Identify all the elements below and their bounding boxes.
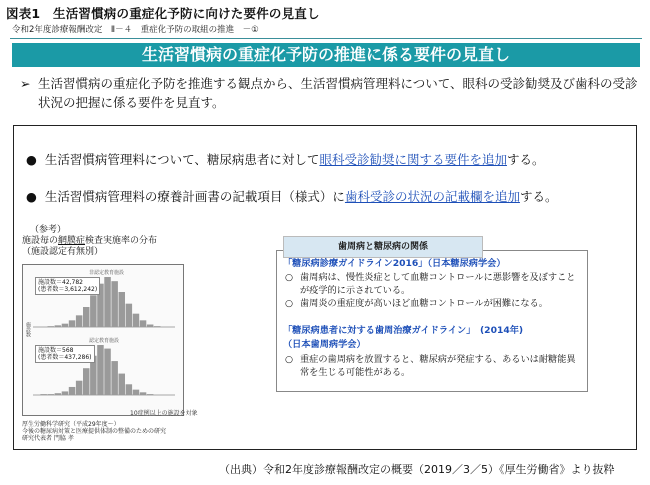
histogram-title-pre: 施設毎の bbox=[22, 236, 59, 246]
histogram-panel-2 bbox=[29, 337, 179, 399]
guideline-org: （日本歯周病学会） bbox=[283, 339, 366, 350]
circle-bullet-icon: ○ bbox=[285, 272, 294, 283]
guideline-title: 「糖尿病診療ガイドライン2016」（日本糖尿病学会） bbox=[283, 258, 506, 269]
histogram-bar bbox=[40, 394, 47, 395]
panel-title: 認定教育施設 bbox=[89, 338, 120, 344]
histogram-figure bbox=[22, 264, 184, 416]
bullet-dot-icon: ● bbox=[26, 152, 37, 167]
histogram-ylabel: 施設数 bbox=[25, 322, 31, 337]
histogram-bar bbox=[62, 324, 68, 327]
header-divider bbox=[10, 38, 642, 39]
source-footer: （出典）令和2年度診療報酬改定の概要（2019／3／5）《厚生労働省》より抜粋 bbox=[219, 463, 615, 476]
histogram-bar bbox=[76, 381, 83, 395]
arrow-bullet-icon: ➢ bbox=[20, 76, 31, 91]
panel-stats bbox=[35, 345, 95, 363]
histogram-title bbox=[22, 236, 157, 258]
bullet-text-end: する。 bbox=[519, 189, 558, 204]
source-line: 厚生労働科学研究（平成29年度～） bbox=[22, 421, 120, 428]
histogram-bar bbox=[126, 304, 133, 327]
histogram-bar bbox=[48, 394, 55, 395]
histogram-bar bbox=[62, 391, 68, 395]
histogram-bar bbox=[119, 374, 126, 395]
bullet-highlight: 眼科受診勧奨に関する要件を追加 bbox=[319, 152, 507, 167]
histogram-bar bbox=[154, 326, 161, 327]
histogram-bar bbox=[104, 349, 111, 395]
panel-stat-patients: (患者数＝437,286) bbox=[38, 354, 92, 361]
histogram-bar bbox=[76, 315, 83, 327]
panel-title: 非認定教育施設 bbox=[89, 270, 125, 276]
histogram-bar bbox=[97, 345, 104, 395]
guideline-item: 歯周炎の重症度が高いほど血糖コントロールが困難になる。 bbox=[300, 298, 548, 309]
histogram-bar bbox=[69, 320, 76, 327]
bullet-text: 生活習慣病管理料の療養計画書の記載項目（様式）に bbox=[44, 189, 345, 204]
histogram-subtitle: （施設認定有無別） bbox=[22, 247, 104, 257]
intro-text: 生活習慣病の重症化予防を推進する観点から、生活習慣病管理料について、眼科の受診勧奨及び歯科の受診状況の把握に係る要件を見直す。 bbox=[38, 76, 638, 110]
histogram-bar bbox=[126, 384, 133, 395]
histogram-bar bbox=[69, 387, 76, 395]
panel-stat-patients: (患者数＝3,612,242) bbox=[38, 286, 98, 293]
bullet-dot-icon: ● bbox=[26, 189, 37, 204]
guideline-item: 歯周病は、慢性炎症として血糖コントロールに悪影響を及ぼすことが疫学的に示されている。 bbox=[300, 272, 576, 296]
figure-title: 図表1 生活習慣病の重症化予防に向けた要件の見直し bbox=[6, 6, 320, 21]
histogram-bar bbox=[90, 295, 97, 327]
histogram-bar bbox=[147, 325, 154, 328]
histogram-bar bbox=[55, 393, 62, 395]
bullet-text-end: する。 bbox=[506, 152, 545, 167]
histogram-bar bbox=[104, 277, 111, 327]
guideline-title: 「糖尿病患者に対する歯周治療ガイドライン」 (2014年) bbox=[283, 325, 524, 336]
histogram-bar bbox=[119, 292, 126, 327]
bullet-item bbox=[26, 187, 557, 205]
panel-stats bbox=[35, 277, 100, 295]
bullet-item bbox=[26, 150, 544, 168]
histogram-bar bbox=[133, 314, 140, 327]
histogram-title-underlined: 網膜症 bbox=[58, 236, 86, 246]
slide-banner: 生活習慣病の重症化予防の推進に係る要件の見直し bbox=[12, 43, 640, 67]
histogram-title-post: 検査実施率の分布 bbox=[85, 236, 158, 246]
histogram-note: 10症例以上の施設を対象 bbox=[130, 410, 198, 417]
circle-bullet-icon: ○ bbox=[285, 298, 294, 309]
histogram-panel-1 bbox=[29, 269, 179, 331]
bullet-text: 生活習慣病管理料について、糖尿病患者に対して bbox=[44, 152, 320, 167]
histogram-bar bbox=[133, 390, 140, 395]
histogram-bar bbox=[55, 325, 62, 327]
slide-header: 令和2年度診療報酬改定 Ⅱ－４ 重症化予防の取組の推進 －① bbox=[12, 25, 259, 35]
bullet-highlight: 歯科受診の状況の記載欄を追加 bbox=[344, 189, 520, 204]
panel-stat-facilities: 施設数＝568 bbox=[38, 347, 74, 354]
histogram-bar bbox=[111, 361, 118, 395]
relation-header: 歯周病と糖尿病の関係 bbox=[283, 236, 483, 258]
histogram-bar bbox=[147, 394, 154, 395]
histogram-bar bbox=[48, 326, 55, 327]
reference-label: （参考） bbox=[30, 225, 67, 235]
research-source bbox=[22, 421, 166, 442]
panel-stat-facilities: 施設数＝42,782 bbox=[38, 279, 83, 286]
guideline-item: 重症の歯周病を放置すると、糖尿病が発症する、あるいは耐糖能異常を生じる可能性がある。 bbox=[300, 354, 576, 378]
circle-bullet-icon: ○ bbox=[285, 354, 294, 365]
histogram-bar bbox=[83, 307, 90, 327]
source-line: 研究代表者 門脇 孝 bbox=[22, 435, 74, 442]
histogram-bar bbox=[111, 281, 118, 327]
histogram-bar bbox=[83, 368, 90, 395]
histogram-bar bbox=[140, 392, 147, 395]
source-line: 今後の糖尿病対策と医療提供体制の整備のための研究 bbox=[22, 428, 167, 435]
histogram-bar bbox=[140, 320, 147, 327]
